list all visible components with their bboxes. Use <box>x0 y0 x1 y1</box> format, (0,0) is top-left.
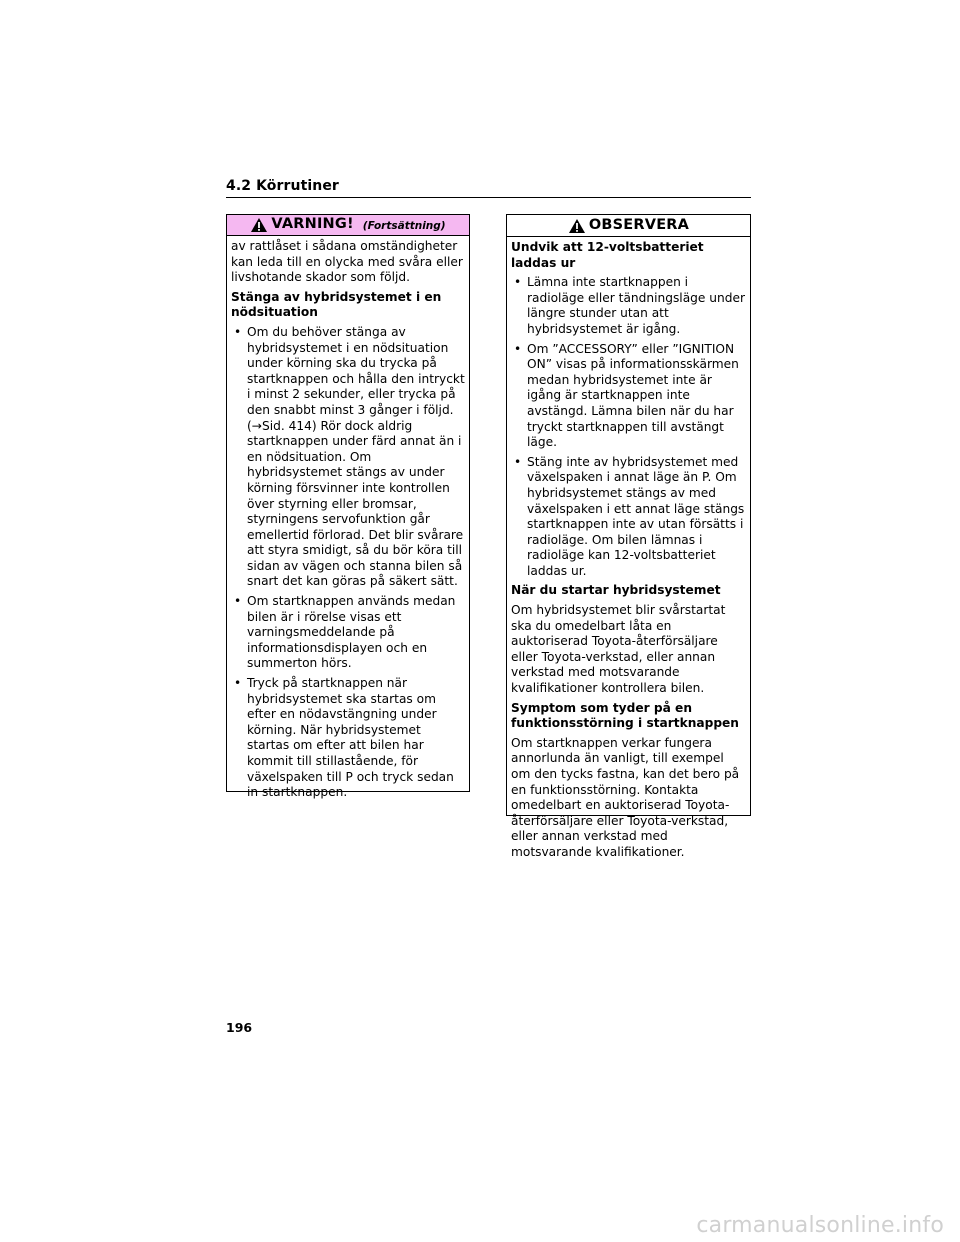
caution-triangle-icon <box>568 218 586 234</box>
observera-content <box>507 237 750 861</box>
section-header: 4.2 Körrutiner <box>226 178 751 198</box>
warning-header <box>227 215 469 236</box>
list-item: • Om startknappen används medan bilen är i rörelse visas ett varningsmeddelande på informationsdisplayen och en summerton hörs. <box>231 594 465 672</box>
warning-box <box>226 214 470 800</box>
warning-triangle-icon <box>250 217 268 233</box>
observera-heading-2: När du startar hybridsystemet <box>511 583 721 598</box>
observera-header <box>507 215 750 237</box>
list-item: • Om ”ACCESSORY” eller ”IGNITION ON” visas på informationsskärmen medan hybridsystemet inte är igång är startknappen inte avstängd. Lämna bilen när du har tryckt startknappen till avstängt läge. <box>511 342 746 451</box>
observera-heading-1: Undvik att 12-voltsbatteriet laddas ur <box>511 240 704 270</box>
list-item: • Tryck på startknappen när hybridsystemet ska startas om efter en nödavstängning under körning. När hybridsystemet startas om efter att bilen har kommit till stillastående, för växelspaken till P och tryck sedan in startknappen. <box>231 676 465 801</box>
list-item: • Om du behöver stänga av hybridsystemet i en nödsituation under körning ska du trycka på startknappen och hålla den intryckt i minst 2 sekunder, eller trycka på den snabbt minst 3 gånger i följd. (→Sid. 414) Rör dock aldrig startknappen under färd annat än i en nödsituation. Om hybridsystemet stängs av under körning försvinner inte kontrollen över styrning eller bromsar, styrningens servofunktion går emellertid förlorad. Det blir svårare att styra smidigt, så du bör köra till sidan av vägen och stanna bilen så snart det kan göras på säkert sätt. <box>231 325 465 590</box>
warning-intro: av rattlåset i sådana omständigheter kan leda till en olycka med svåra eller livshotande skador som följd. <box>231 239 463 285</box>
warning-title: VARNING! <box>271 216 354 233</box>
warning-heading: Stänga av hybridsystemet i en nödsituation <box>231 289 442 320</box>
warning-content <box>227 236 469 801</box>
warning-subtitle: (Fortsättning) <box>362 220 446 233</box>
observera-box <box>506 214 751 859</box>
list-item: • Stäng inte av hybridsystemet med växelspaken i annat läge än P. Om hybridsystemet stängs av med växelspaken i ett annat läge stängs startknappen inte av utan försätts i radioläge. Om bilen lämnas i radioläge kan 12-voltsbatteriet laddas ur. <box>511 455 746 580</box>
observera-paragraph-2: Om hybridsystemet blir svårstartat ska du omedelbart låta en auktoriserad Toyota-återförsäljare eller Toyota-verkstad, eller annan verkstad med motsvarande kvalifikationer kontrollera bilen. <box>511 603 726 696</box>
page-number: 196 <box>226 1020 253 1035</box>
observera-list <box>511 275 746 579</box>
watermark: carmanualsonline.info <box>696 1213 944 1238</box>
list-item: • Lämna inte startknappen i radioläge eller tändningsläge under längre stunder utan att hybridsystemet är igång. <box>511 275 746 337</box>
observera-heading-3: Symptom som tyder på en funktionsstörning i startknappen <box>511 700 739 731</box>
observera-paragraph-3: Om startknappen verkar fungera annorlunda än vanligt, till exempel om den tycks fastna, kan det bero på en funktionsstörning. Kontakta omedelbart en auktoriserad Toyota-återförsäljare eller Toyota-verkstad, eller annan verkstad med motsvarande kvalifikationer. <box>511 735 740 859</box>
warning-list <box>231 325 465 801</box>
observera-title: OBSERVERA <box>588 216 690 233</box>
